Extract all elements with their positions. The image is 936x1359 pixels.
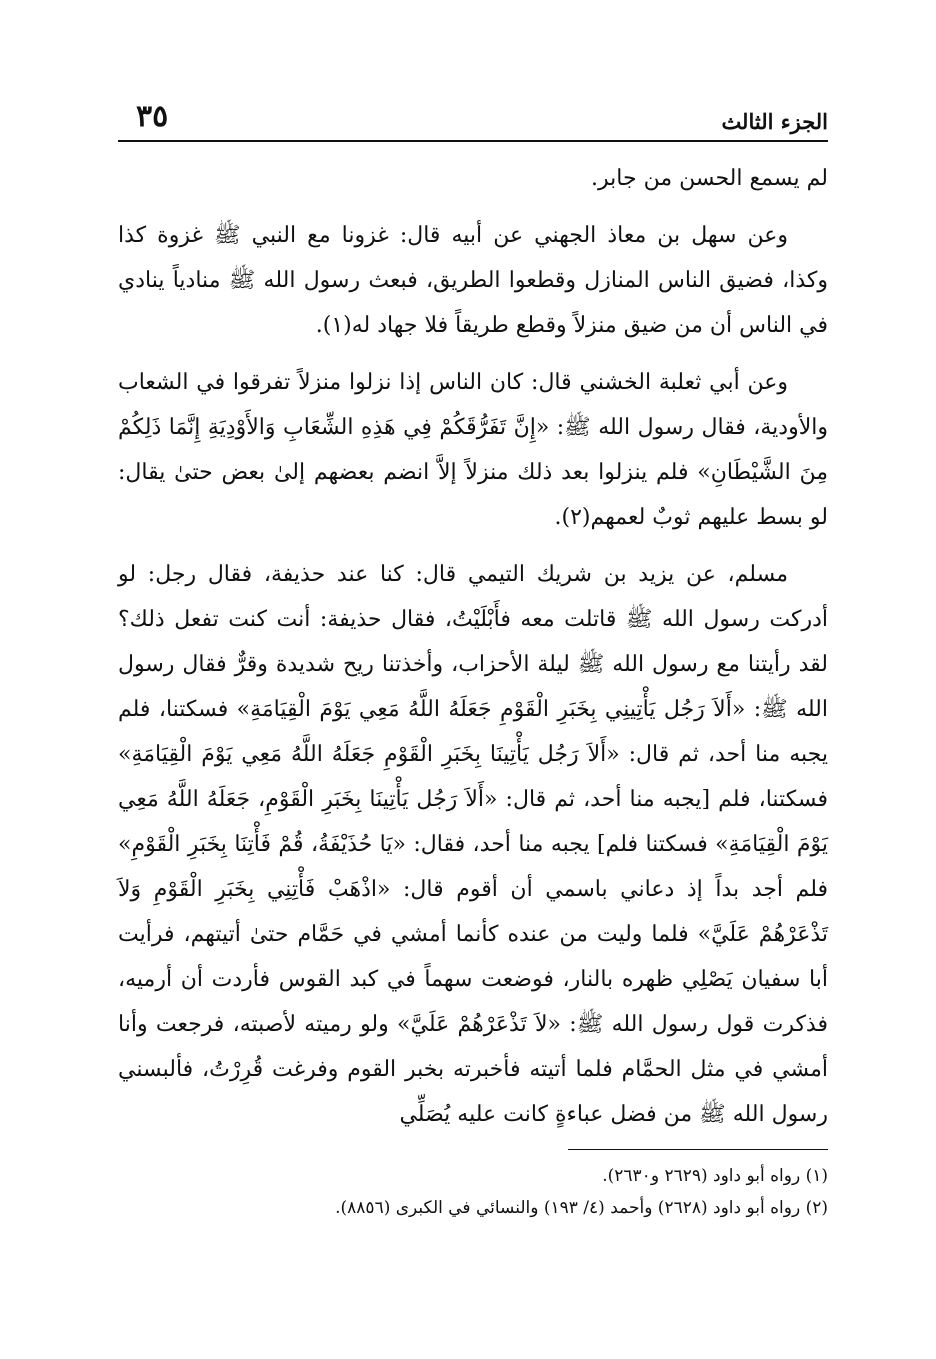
paragraph-4 (118, 552, 828, 1137)
header-rule (118, 140, 828, 142)
footnote-2: (٢) رواه أبو داود (٢٦٢٨) وأحمد (٤/ ١٩٣) والنسائي في الكبرى (٨٨٥٦). (335, 1198, 828, 1218)
paragraph-2 (118, 213, 828, 348)
footnotes (118, 1160, 828, 1224)
footnote-rule (568, 1149, 828, 1150)
page-body (118, 156, 828, 1137)
paragraph-text: وعن أبي ثعلبة الخشني قال: كان الناس إذا نزلوا منزلاً تفرقوا في الشعاب والأودية، فقال رسول الله ﷺ: «إِنَّ تَفَرُّقَكُمْ فِي هَذِهِ الشِّعَابِ وَالأَوْدِيَةِ إِنَّمَا ذَلِكُمْ مِنَ الشَّيْطَانِ» فلم ينزلوا بعد ذلك منزلاً إلاَّ انضم بعضهم إلىٰ بعض حتىٰ يقال: لو بسط عليهم ثوبٌ لعمهم(٢). (118, 370, 828, 530)
page-header (118, 88, 828, 134)
footnote-1: (١) رواه أبو داود (٢٦٢٩ و٢٦٣٠). (602, 1166, 828, 1186)
running-head: الجزء الثالث (721, 109, 828, 134)
paragraph-1 (118, 156, 828, 201)
page-number: ٣٥ (136, 99, 169, 134)
paragraph-text: لم يسمع الحسن من جابر. (591, 166, 828, 191)
paragraph-text: وعن سهل بن معاذ الجهني عن أبيه قال: غزونا مع النبي ﷺ غزوة كذا وكذا، فضيق الناس المنازل وقطعوا الطريق، فبعث رسول الله ﷺ منادياً ينادي في الناس أن من ضيق منزلاً وقطع طريقاً فلا جهاد له(١). (118, 223, 828, 338)
paragraph-text: مسلم، عن يزيد بن شريك التيمي قال: كنا عند حذيفة، فقال رجل: لو أدركت رسول الله ﷺ قاتلت معه فأَبْلَيْتُ، فقال حذيفة: أنت كنت تفعل ذلك؟ لقد رأيتنا مع رسول الله ﷺ ليلة الأحزاب، وأخذتنا ريح شديدة وقرٌّ فقال رسول الله ﷺ: «أَلاَ رَجُل يَأْتِينِي بِخَبَرِ الْقَوْمِ جَعَلَهُ اللَّهُ مَعِي يَوْمَ الْقِيَامَةِ» فسكتنا، فلم يجبه منا أحد، ثم قال: «أَلاَ رَجُل يَأْتِينَا بِخَبَرِ الْقَوْمِ جَعَلَهُ اللَّهُ مَعِي يَوْمَ الْقِيَامَةِ» فسكتنا، فلم [يجبه منا أحد، ثم قال: «أَلاَ رَجُل يَأْتِينَا بِخَبَرِ الْقَوْمِ، جَعَلَهُ اللَّهُ مَعِي يَوْمَ الْقِيَامَةِ» فسكتنا فلم] يجبه منا أحد، فقال: «يَا حُذَيْفَةُ، قُمْ فَأْتِنَا بِخَبَرِ الْقَوْمِ» فلم أجد بداً إذ دعاني باسمي أن أقوم قال: «اذْهَبْ فَأْتِنِي بِخَبَرِ الْقَوْمِ وَلاَ تَذْعَرْهُمْ عَلَيَّ» فلما وليت من عنده كأنما أمشي في حَمَّام حتىٰ أتيتهم، فرأيت أبا سفيان يَصْلِي ظهره بالنار، فوضعت سهماً في كبد القوس فأردت أن أرميه، فذكرت قول رسول الله ﷺ: «لاَ تَذْعَرْهُمْ عَلَيَّ» ولو رميته لأصبته، فرجعت وأنا أمشي في مثل الحمَّام فلما أتيته فأخبرته بخبر القوم وفرغت قُرِرْتُ، فألبسني رسول الله ﷺ من فضل عباءةٍ كانت عليه يُصَلِّي (118, 562, 828, 1127)
paragraph-3 (118, 360, 828, 540)
